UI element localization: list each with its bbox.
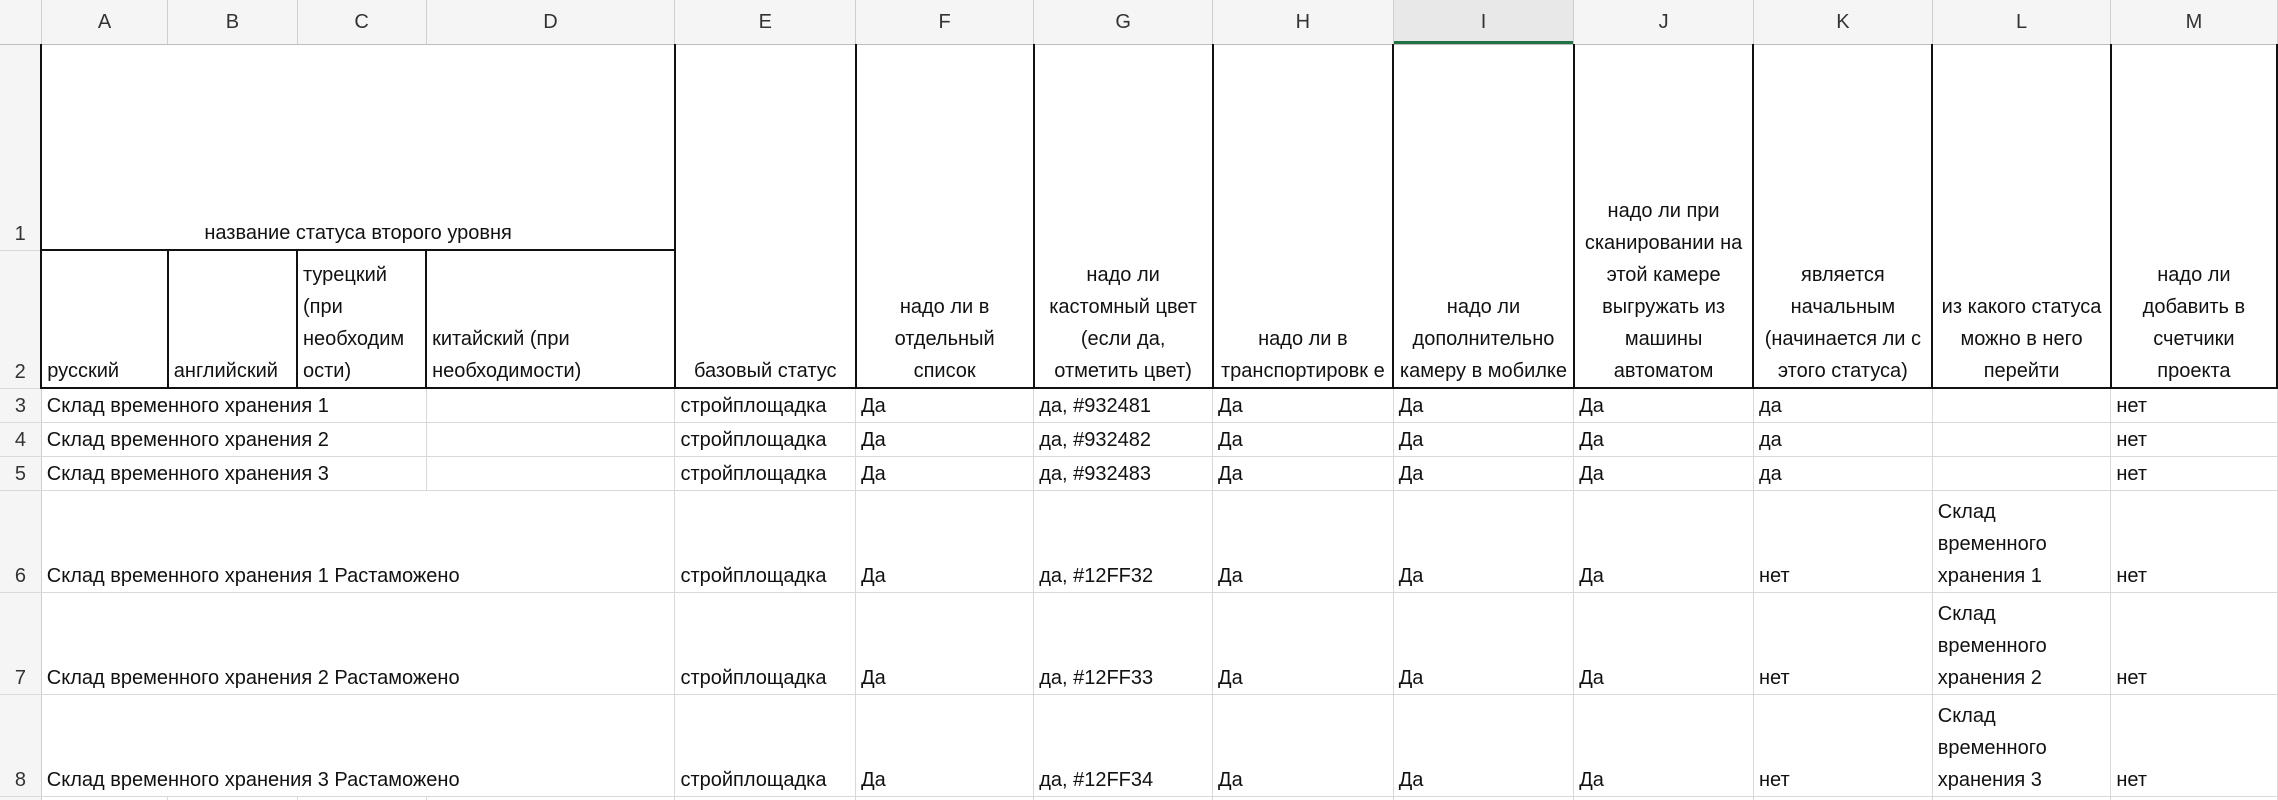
cell-i7[interactable]: Да xyxy=(1393,592,1573,694)
cell-h1-transport-header[interactable]: надо ли в транспортировк е xyxy=(1213,44,1394,388)
cell-j8[interactable]: Да xyxy=(1574,694,1754,796)
cell-j5[interactable]: Да xyxy=(1574,456,1754,490)
cell-e3-base[interactable]: стройплощадка xyxy=(675,388,856,422)
cell-f5[interactable]: Да xyxy=(856,456,1034,490)
cell-f7[interactable]: Да xyxy=(856,592,1034,694)
column-header-f[interactable]: F xyxy=(856,0,1034,44)
cell-j7[interactable]: Да xyxy=(1574,592,1754,694)
cell-l3[interactable] xyxy=(1932,388,2111,422)
cell-k6[interactable]: нет xyxy=(1753,490,1932,592)
column-header-e[interactable]: E xyxy=(675,0,856,44)
cell-l4[interactable] xyxy=(1932,422,2111,456)
column-header-b[interactable]: B xyxy=(168,0,297,44)
cell-h5[interactable]: Да xyxy=(1213,456,1394,490)
sheet-row xyxy=(0,388,2277,422)
cell-k1-initial-header[interactable]: является начальным (начинается ли с этого статуса) xyxy=(1753,44,1932,388)
cell-d4[interactable] xyxy=(426,422,675,456)
row-header-1[interactable]: 1 xyxy=(0,44,41,250)
cell-h9[interactable] xyxy=(1213,796,1394,800)
cell-h8[interactable]: Да xyxy=(1213,694,1394,796)
column-header-i[interactable]: I xyxy=(1393,0,1573,44)
cell-a6-name[interactable]: Склад временного хранения 1 Растаможено xyxy=(41,490,675,592)
cell-f8[interactable]: Да xyxy=(856,694,1034,796)
column-header-j[interactable]: J xyxy=(1574,0,1754,44)
select-all-corner[interactable] xyxy=(0,0,41,44)
cell-i6[interactable]: Да xyxy=(1393,490,1573,592)
cell-m9[interactable] xyxy=(2111,796,2277,800)
column-header-l[interactable]: L xyxy=(1932,0,2111,44)
column-header-g[interactable]: G xyxy=(1034,0,1213,44)
cell-f6[interactable]: Да xyxy=(856,490,1034,592)
cell-m5[interactable]: нет xyxy=(2111,456,2277,490)
cell-e4-base[interactable]: стройплощадка xyxy=(675,422,856,456)
cell-a4-name[interactable]: Склад временного хранения 2 xyxy=(41,422,426,456)
cell-j3[interactable]: Да xyxy=(1574,388,1754,422)
cell-m6[interactable]: нет xyxy=(2111,490,2277,592)
cell-c2-turkish-header[interactable]: турецкий (при необходим ости) xyxy=(297,250,426,388)
cell-g3[interactable]: да, #932481 xyxy=(1034,388,1213,422)
cell-f1-separate-list-header[interactable]: надо ли в отдельный список xyxy=(856,44,1034,388)
cell-f9[interactable] xyxy=(856,796,1034,800)
cell-l7[interactable]: Склад временного хранения 2 xyxy=(1932,592,2111,694)
cell-g5[interactable]: да, #932483 xyxy=(1034,456,1213,490)
column-header-d[interactable]: D xyxy=(426,0,675,44)
cell-m1-project-counters-header[interactable]: надо ли добавить в счетчики проекта xyxy=(2111,44,2277,388)
cell-h7[interactable]: Да xyxy=(1213,592,1394,694)
cell-g9[interactable] xyxy=(1034,796,1213,800)
cell-g8[interactable]: да, #12FF34 xyxy=(1034,694,1213,796)
sheet-row xyxy=(0,592,2277,694)
column-header-row xyxy=(0,0,2277,44)
cell-a8-name[interactable]: Склад временного хранения 3 Растаможено xyxy=(41,694,675,796)
row-header-8[interactable]: 8 xyxy=(0,694,41,796)
cell-i9[interactable] xyxy=(1393,796,1573,800)
cell-a5-name[interactable]: Склад временного хранения 3 xyxy=(41,456,426,490)
cell-i4[interactable]: Да xyxy=(1393,422,1573,456)
column-header-c[interactable]: C xyxy=(297,0,426,44)
cell-d3[interactable] xyxy=(426,388,675,422)
cell-f3[interactable]: Да xyxy=(856,388,1034,422)
column-header-m[interactable]: M xyxy=(2111,0,2277,44)
cell-h6[interactable]: Да xyxy=(1213,490,1394,592)
row-header-3[interactable]: 3 xyxy=(0,388,41,422)
cell-m8[interactable]: нет xyxy=(2111,694,2277,796)
sheet-row xyxy=(0,456,2277,490)
cell-g6[interactable]: да, #12FF32 xyxy=(1034,490,1213,592)
cell-j4[interactable]: Да xyxy=(1574,422,1754,456)
cell-e5-base[interactable]: стройплощадка xyxy=(675,456,856,490)
cell-e8-base[interactable]: стройплощадка xyxy=(675,694,856,796)
cell-a9[interactable] xyxy=(41,796,168,800)
row-header-9[interactable] xyxy=(0,796,41,800)
cell-a1-merged-title[interactable]: название статуса второго уровня xyxy=(41,44,675,250)
cell-j6[interactable]: Да xyxy=(1574,490,1754,592)
cell-e1-base-status-header[interactable]: базовый статус xyxy=(675,44,856,388)
sheet-row xyxy=(0,44,2277,250)
cell-d2-chinese-header[interactable]: китайский (при необходимости) xyxy=(426,250,675,388)
cell-g4[interactable]: да, #932482 xyxy=(1034,422,1213,456)
cell-a3-name[interactable]: Склад временного хранения 1 xyxy=(41,388,426,422)
cell-b2-english-header[interactable]: английский xyxy=(168,250,297,388)
cell-l6[interactable]: Склад временного хранения 1 xyxy=(1932,490,2111,592)
cell-a7-name[interactable]: Склад временного хранения 2 Растаможено xyxy=(41,592,675,694)
column-header-h[interactable]: H xyxy=(1213,0,1394,44)
cell-m3[interactable]: нет xyxy=(2111,388,2277,422)
cell-l5[interactable] xyxy=(1932,456,2111,490)
cell-k5[interactable]: да xyxy=(1753,456,1932,490)
cell-j9[interactable] xyxy=(1574,796,1754,800)
sheet-row xyxy=(0,694,2277,796)
cell-k9[interactable] xyxy=(1753,796,1932,800)
cell-i3[interactable]: Да xyxy=(1393,388,1573,422)
row-header-4[interactable]: 4 xyxy=(0,422,41,456)
cell-b9[interactable] xyxy=(168,796,297,800)
cell-h4[interactable]: Да xyxy=(1213,422,1394,456)
cell-g7[interactable]: да, #12FF33 xyxy=(1034,592,1213,694)
cell-i8[interactable]: Да xyxy=(1393,694,1573,796)
cell-h3[interactable]: Да xyxy=(1213,388,1394,422)
cell-d5[interactable] xyxy=(426,456,675,490)
cell-k7[interactable]: нет xyxy=(1753,592,1932,694)
column-header-a[interactable]: A xyxy=(41,0,168,44)
row-header-2[interactable]: 2 xyxy=(0,250,41,388)
cell-i5[interactable]: Да xyxy=(1393,456,1573,490)
cell-l8[interactable]: Склад временного хранения 3 xyxy=(1932,694,2111,796)
cell-l1-from-status-header[interactable]: из какого статуса можно в него перейти xyxy=(1932,44,2111,388)
cell-f4[interactable]: Да xyxy=(856,422,1034,456)
cell-e9[interactable] xyxy=(675,796,856,800)
sheet-row-partial xyxy=(0,796,2277,800)
cell-l9[interactable] xyxy=(1932,796,2111,800)
cell-k8[interactable]: нет xyxy=(1753,694,1932,796)
cell-k3[interactable]: да xyxy=(1753,388,1932,422)
cell-m4[interactable]: нет xyxy=(2111,422,2277,456)
cell-c9[interactable] xyxy=(297,796,426,800)
cell-e6-base[interactable]: стройплощадка xyxy=(675,490,856,592)
cell-m7[interactable]: нет xyxy=(2111,592,2277,694)
column-header-k[interactable]: K xyxy=(1753,0,1932,44)
row-header-6[interactable]: 6 xyxy=(0,490,41,592)
cell-i1-extra-camera-header[interactable]: надо ли дополнительно камеру в мобилке xyxy=(1393,44,1573,388)
sheet-row xyxy=(0,490,2277,592)
cell-d9[interactable] xyxy=(426,796,675,800)
sheet-row xyxy=(0,422,2277,456)
row-header-5[interactable]: 5 xyxy=(0,456,41,490)
row-header-7[interactable]: 7 xyxy=(0,592,41,694)
cell-j1-unload-camera-header[interactable]: надо ли при сканировании на этой камере выгружать из машины автоматом xyxy=(1574,44,1754,388)
cell-e7-base[interactable]: стройплощадка xyxy=(675,592,856,694)
cell-g1-custom-color-header[interactable]: надо ли кастомный цвет (если да, отметить цвет) xyxy=(1034,44,1213,388)
cell-k4[interactable]: да xyxy=(1753,422,1932,456)
cell-a2-russian-header[interactable]: русский xyxy=(41,250,168,388)
